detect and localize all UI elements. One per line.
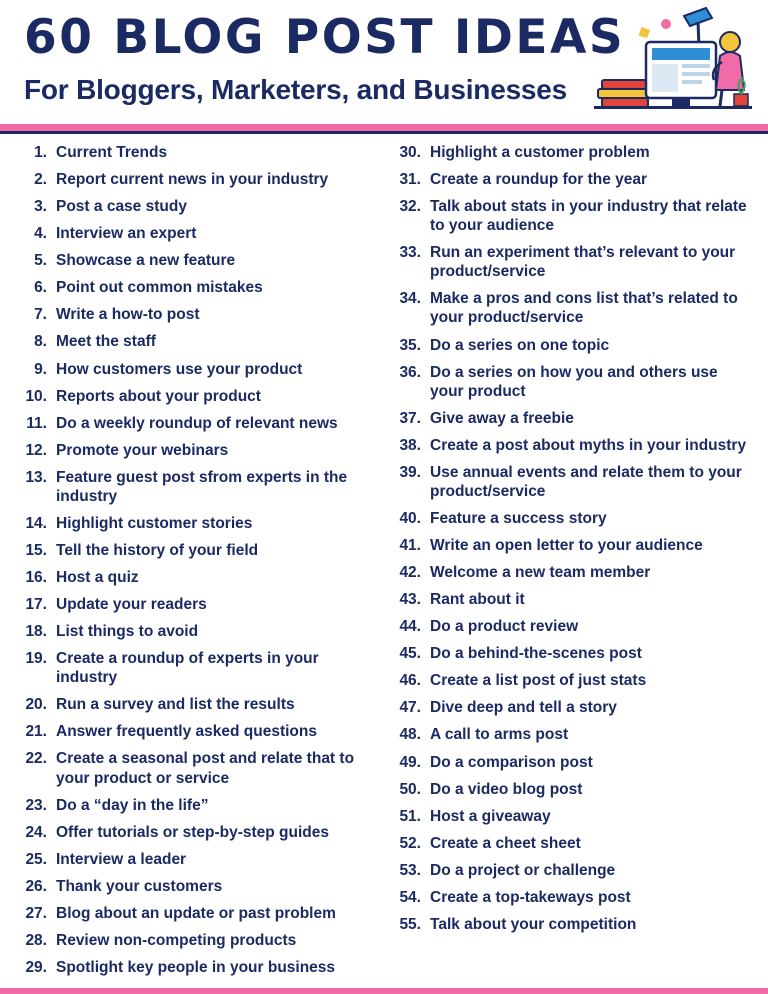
list-item bbox=[22, 224, 370, 243]
list-item bbox=[394, 725, 748, 744]
list-item bbox=[394, 170, 748, 189]
list-item-text: Update your readers bbox=[56, 596, 207, 614]
list-item-text: Do a product review bbox=[430, 618, 579, 636]
list-item-number: 14. bbox=[25, 514, 47, 532]
list-item bbox=[394, 780, 748, 799]
list-item-text: Run a survey and list the results bbox=[56, 696, 295, 714]
list-item-number: 10. bbox=[25, 387, 47, 405]
list-item-number: 39. bbox=[399, 463, 421, 481]
list-item-number: 44. bbox=[399, 618, 421, 636]
list-item-number: 15. bbox=[25, 541, 47, 559]
list-item bbox=[22, 143, 370, 162]
list-item-number: 21. bbox=[25, 723, 47, 741]
list-item bbox=[394, 590, 748, 609]
page-subtitle: For Bloggers, Marketers, and Businesses bbox=[24, 73, 568, 105]
list-item-number: 41. bbox=[399, 537, 421, 554]
list-item-number: 40. bbox=[399, 509, 421, 527]
list-item-number: 43. bbox=[399, 591, 421, 609]
list-item bbox=[22, 197, 370, 216]
list-item bbox=[22, 850, 370, 869]
list-item-number: 2. bbox=[34, 171, 47, 189]
list-item-text: Report current news in your industry bbox=[56, 171, 329, 189]
list-item-number: 42. bbox=[399, 564, 421, 582]
list-item-number: 18. bbox=[25, 623, 47, 641]
list-item bbox=[394, 617, 748, 636]
list-item bbox=[22, 541, 370, 560]
list-item-number: 33. bbox=[399, 244, 421, 262]
list-item bbox=[22, 796, 370, 815]
list-item bbox=[394, 807, 748, 826]
list-item-number: 50. bbox=[399, 780, 421, 798]
list-item bbox=[22, 695, 370, 714]
list-item bbox=[22, 722, 370, 741]
list-item-text: Review non-competing products bbox=[56, 931, 297, 949]
list-item-number: 47. bbox=[399, 699, 421, 717]
list-item-number: 38. bbox=[399, 436, 421, 454]
list-item-number: 49. bbox=[399, 753, 421, 771]
list-item-number: 9. bbox=[34, 360, 47, 378]
list-item-number: 11. bbox=[26, 414, 47, 432]
list-item-text: Highlight customer stories bbox=[56, 514, 253, 532]
list-item-text: Dive deep and tell a story bbox=[430, 699, 617, 717]
list-item-text: Do a behind-the-scenes post bbox=[430, 645, 642, 663]
list-item-number: 23. bbox=[25, 796, 47, 814]
list-item bbox=[22, 441, 370, 460]
list-item bbox=[22, 278, 370, 297]
list-item-text: Meet the staff bbox=[56, 333, 156, 351]
list-item-number: 51. bbox=[399, 807, 421, 825]
list-item bbox=[394, 463, 748, 501]
list-item-number: 32. bbox=[399, 198, 421, 216]
list-item-number: 26. bbox=[25, 877, 47, 895]
list-item-text: Do a weekly roundup of relevant news bbox=[56, 414, 338, 432]
list-item bbox=[22, 958, 370, 977]
list-item-number: 36. bbox=[399, 363, 421, 381]
list-item bbox=[394, 644, 748, 663]
list-item bbox=[22, 514, 370, 533]
list-item bbox=[22, 877, 370, 896]
list-item bbox=[394, 671, 748, 690]
list-item-number: 6. bbox=[34, 279, 47, 297]
list-item-text: Do a comparison post bbox=[430, 753, 593, 771]
list-item-text: Do a project or challenge bbox=[430, 861, 616, 879]
list-item-number: 3. bbox=[34, 198, 47, 216]
list-item-text: Talk about your competition bbox=[430, 915, 637, 933]
list-item-text: Reports about your product bbox=[56, 387, 261, 405]
list-item-text: Welcome a new team member bbox=[430, 564, 651, 582]
list-item-text: Do a video blog post bbox=[430, 780, 583, 798]
list-item-number: 20. bbox=[25, 696, 47, 714]
list-item bbox=[22, 823, 370, 842]
list-item bbox=[394, 197, 748, 235]
list-item-text: Thank your customers bbox=[56, 877, 223, 895]
list-item-text: Tell the history of your field bbox=[56, 541, 259, 559]
list-item-text: Make a pros and cons list that’s related to your product/service bbox=[430, 290, 738, 327]
list-item bbox=[394, 243, 748, 281]
list-item bbox=[394, 861, 748, 880]
list-item-number: 46. bbox=[399, 672, 421, 690]
list-item-text: Current Trends bbox=[56, 144, 168, 161]
list-item-number: 31. bbox=[399, 171, 421, 189]
list-item-text: Feature guest post sfrom experts in the industry bbox=[56, 468, 348, 505]
list-item-text: A call to arms post bbox=[430, 726, 569, 744]
list-item-text: List things to avoid bbox=[56, 623, 199, 641]
list-item-number: 37. bbox=[399, 409, 421, 427]
list-item bbox=[22, 414, 370, 433]
list-item bbox=[22, 568, 370, 587]
list-item-text: Point out common mistakes bbox=[56, 279, 263, 297]
list-item-text: Rant about it bbox=[430, 591, 525, 609]
list-item-number: 45. bbox=[399, 645, 421, 663]
list-item-number: 55. bbox=[399, 915, 421, 933]
list-item-text: Write an open letter to your audience bbox=[430, 537, 703, 554]
list-item-text: Create a roundup of experts in your industry bbox=[56, 650, 319, 687]
list-item-text: Create a seasonal post and relate that to your product or service bbox=[56, 750, 355, 787]
list-item bbox=[394, 509, 748, 528]
list-item-text: Spotlight key people in your business bbox=[56, 958, 336, 976]
list-item bbox=[22, 931, 370, 950]
list-item bbox=[22, 360, 370, 379]
list-item-text: How customers use your product bbox=[56, 360, 303, 378]
list-item-text: Create a top-takeways post bbox=[430, 888, 631, 906]
list-item-text: Interview an expert bbox=[56, 225, 197, 243]
list-item-number: 30. bbox=[399, 144, 421, 161]
list-item-text: Answer frequently asked questions bbox=[56, 723, 317, 741]
list-item-text: Create a roundup for the year bbox=[430, 171, 648, 189]
list-item bbox=[22, 305, 370, 324]
list-item-text: Offer tutorials or step-by-step guides bbox=[56, 823, 330, 841]
list-item-text: Write a how-to post bbox=[56, 306, 200, 324]
list-item-number: 25. bbox=[25, 850, 47, 868]
list-item bbox=[22, 622, 370, 641]
list-item-number: 4. bbox=[34, 225, 47, 243]
list-item-text: Run an experiment that’s relevant to your product/service bbox=[430, 244, 736, 281]
hero-illustration bbox=[588, 2, 758, 118]
list-item-text: Talk about stats in your industry that relate to your audience bbox=[430, 198, 747, 235]
divider-pink bbox=[0, 124, 768, 131]
list-item-text: Create a post about myths in your industry bbox=[430, 436, 747, 454]
list-item bbox=[394, 834, 748, 853]
list-item bbox=[394, 915, 748, 934]
list-item-number: 28. bbox=[25, 931, 47, 949]
list-item bbox=[22, 387, 370, 406]
list-item bbox=[394, 409, 748, 428]
list-item bbox=[22, 904, 370, 923]
list-item-number: 5. bbox=[34, 252, 47, 270]
list-item-text: Create a list post of just stats bbox=[430, 672, 647, 690]
list-item bbox=[394, 143, 748, 162]
list-item bbox=[22, 595, 370, 614]
list-item-text: Do a series on how you and others use your product bbox=[430, 363, 718, 400]
list-item bbox=[394, 753, 748, 772]
ideas-list-left bbox=[22, 143, 370, 977]
list-item-number: 1. bbox=[34, 144, 47, 161]
list-item bbox=[394, 336, 748, 355]
list-item-number: 29. bbox=[25, 958, 47, 976]
list-item-text: Give away a freebie bbox=[430, 409, 574, 427]
list-item-number: 13. bbox=[25, 468, 47, 486]
list-item-text: Blog about an update or past problem bbox=[56, 904, 336, 922]
list-item-number: 54. bbox=[399, 888, 421, 906]
list-item bbox=[394, 363, 748, 401]
list-item-text: Host a quiz bbox=[56, 569, 139, 586]
list-item bbox=[394, 563, 748, 582]
list-item bbox=[22, 251, 370, 270]
divider-navy bbox=[0, 131, 768, 134]
list-item-number: 52. bbox=[399, 834, 421, 852]
list-item bbox=[22, 649, 370, 687]
list-item-number: 16. bbox=[25, 569, 47, 586]
list-item bbox=[394, 888, 748, 907]
list-item-number: 34. bbox=[399, 290, 421, 308]
list-item bbox=[394, 698, 748, 717]
list-item-text: Showcase a new feature bbox=[56, 252, 236, 270]
list-item bbox=[22, 468, 370, 506]
list-item-text: Use annual events and relate them to your product/service bbox=[430, 463, 742, 500]
list-item-number: 27. bbox=[25, 904, 47, 922]
list-item bbox=[394, 289, 748, 327]
list-item-text: Feature a success story bbox=[430, 509, 607, 527]
list-item-text: Post a case study bbox=[56, 198, 187, 216]
list-item bbox=[22, 332, 370, 351]
poster-header bbox=[0, 0, 768, 124]
list-item bbox=[22, 749, 370, 787]
page-title: 60 BLOG POST IDEAS bbox=[24, 10, 626, 65]
list-item-number: 53. bbox=[399, 861, 421, 879]
list-item-number: 35. bbox=[399, 336, 421, 354]
list-item bbox=[394, 536, 748, 555]
list-item-number: 48. bbox=[399, 726, 421, 744]
list-item-number: 19. bbox=[25, 650, 47, 668]
list-item-text: Highlight a customer problem bbox=[430, 144, 650, 161]
ideas-list-right bbox=[394, 143, 748, 934]
ideas-columns bbox=[0, 140, 768, 990]
ideas-column-left bbox=[14, 140, 384, 990]
list-item-text: Host a giveaway bbox=[430, 807, 551, 825]
list-item-number: 24. bbox=[25, 823, 47, 841]
list-item-text: Create a cheet sheet bbox=[430, 834, 581, 852]
list-item-text: Do a “day in the life” bbox=[56, 796, 209, 814]
list-item-text: Promote your webinars bbox=[56, 441, 229, 459]
list-item bbox=[22, 170, 370, 189]
list-item-number: 22. bbox=[25, 750, 47, 768]
list-item bbox=[394, 436, 748, 455]
footer-bar bbox=[0, 988, 768, 994]
list-item-text: Interview a leader bbox=[56, 850, 187, 868]
list-item-number: 17. bbox=[25, 596, 47, 614]
list-item-number: 8. bbox=[34, 333, 47, 351]
ideas-column-right bbox=[384, 140, 754, 990]
list-item-text: Do a series on one topic bbox=[430, 336, 610, 354]
list-item-number: 7. bbox=[34, 306, 47, 324]
list-item-number: 12. bbox=[25, 441, 47, 459]
